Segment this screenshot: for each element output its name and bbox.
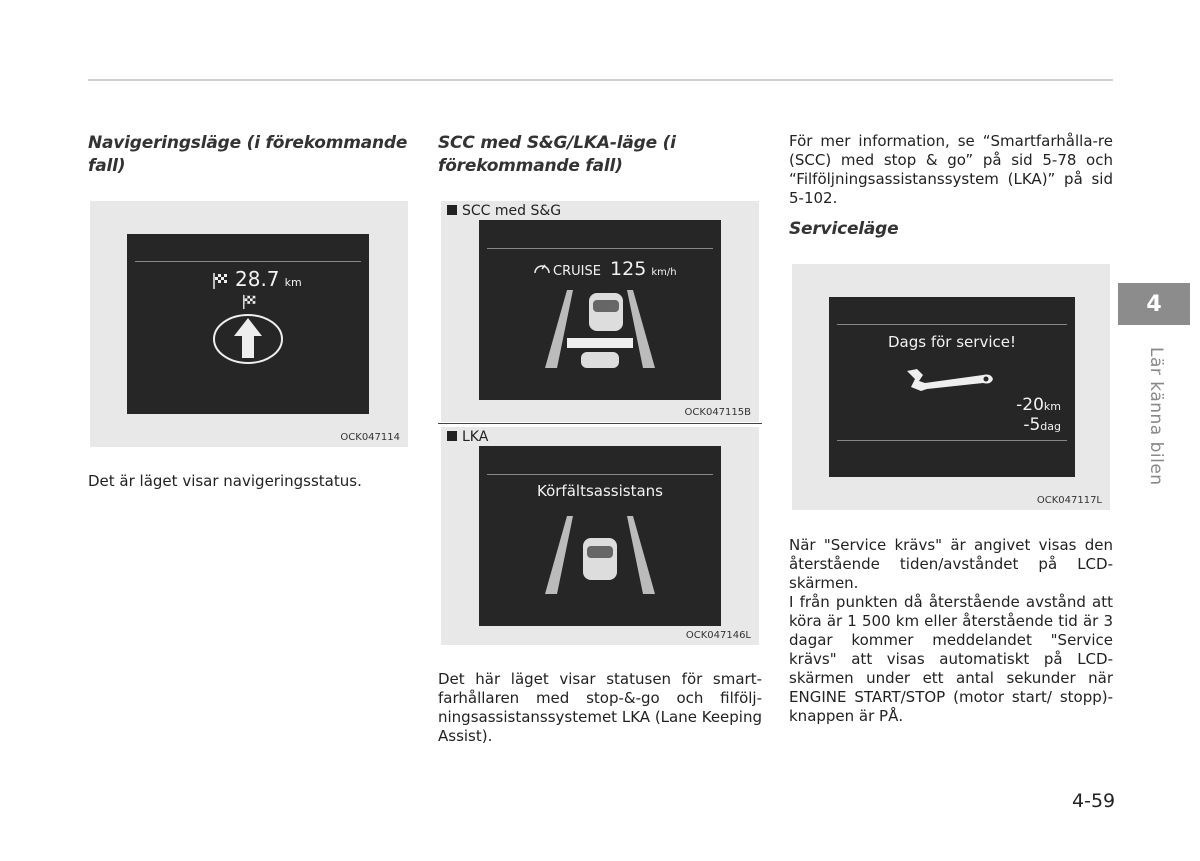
- scc-sublabel: SCC med S&G: [447, 203, 561, 219]
- road-with-car-icon: [479, 290, 721, 400]
- nav-figure: [90, 201, 408, 447]
- lka-lcd-screen: [479, 446, 721, 626]
- lka-sublabel: LKA: [447, 429, 488, 445]
- cruise-unit: km/h: [651, 267, 677, 278]
- chapter-tab: 4: [1118, 283, 1190, 325]
- cruise-label: CRUISE: [553, 264, 601, 279]
- service-km-unit: km: [1043, 400, 1061, 413]
- lane-with-car-icon: [479, 516, 721, 626]
- checkered-flag-icon: [242, 294, 258, 310]
- figure-divider: [438, 423, 762, 424]
- figure-code: OCK047117L: [1036, 495, 1102, 506]
- scc-lka-text: Det här läget visar statusen för smart-farhållaren med stop-&-go och filfölj-ningsassistanssystemet LKA (Lane Keeping Assist).: [438, 670, 762, 745]
- service-lcd-screen: [829, 297, 1075, 477]
- scc-lka-heading: SCC med S&G/LKA-läge (i förekommande fall): [438, 133, 676, 176]
- checkered-flag-icon: [212, 272, 230, 290]
- page-number: 4-59: [1072, 790, 1116, 812]
- nav-mode-text: Det är läget visar navigeringsstatus.: [88, 472, 362, 490]
- top-rule: [88, 79, 1113, 81]
- figure-code: OCK047114: [340, 432, 400, 443]
- service-figure: [792, 264, 1110, 510]
- nav-distance-unit: km: [284, 276, 302, 289]
- more-info-text: För mer information, se “Smartfarhålla-re (SCC) med stop & go” på sid 5-78 och “Filföljningsassistanssystem (LKA)” på sid 5-102.: [789, 132, 1113, 207]
- cruise-speed: 125: [610, 258, 647, 280]
- service-text-2: I från punkten då återstående avstånd att köra är 1 500 km eller återstående tid är 3 dagar kommer meddelandet "Service krävs" att visas automatiskt på LCD-skärmen under ett antal sekunder när ENGINE START/STOP (motor start/ stopp)-knappen är PÅ.: [789, 593, 1113, 725]
- arrow-up-icon: [212, 312, 284, 366]
- scc-figure: [441, 201, 759, 422]
- service-text-1: När "Service krävs" är angivet visas den återstående tiden/avståndet på LCD-skärmen.: [789, 536, 1113, 592]
- figure-code: OCK047146L: [685, 630, 751, 641]
- scc-lcd-screen: [479, 220, 721, 400]
- service-title: Dags för service!: [888, 333, 1016, 351]
- service-heading: Serviceläge: [789, 219, 899, 239]
- nav-distance: 28.7: [235, 267, 280, 291]
- nav-lcd-screen: [127, 234, 369, 414]
- lka-figure: [441, 427, 759, 645]
- service-days-unit: dag: [1040, 420, 1061, 433]
- service-days: -5: [1023, 415, 1041, 435]
- cruise-icon: [533, 260, 551, 276]
- chapter-title: Lär känna bilen: [1146, 347, 1166, 486]
- wrench-icon: [903, 365, 995, 393]
- figure-code: OCK047115B: [684, 407, 751, 418]
- lka-title: Körfältsassistans: [537, 482, 663, 500]
- nav-mode-heading: Navigeringsläge (i förekommande fall): [88, 133, 408, 176]
- service-km: -20: [1016, 395, 1044, 415]
